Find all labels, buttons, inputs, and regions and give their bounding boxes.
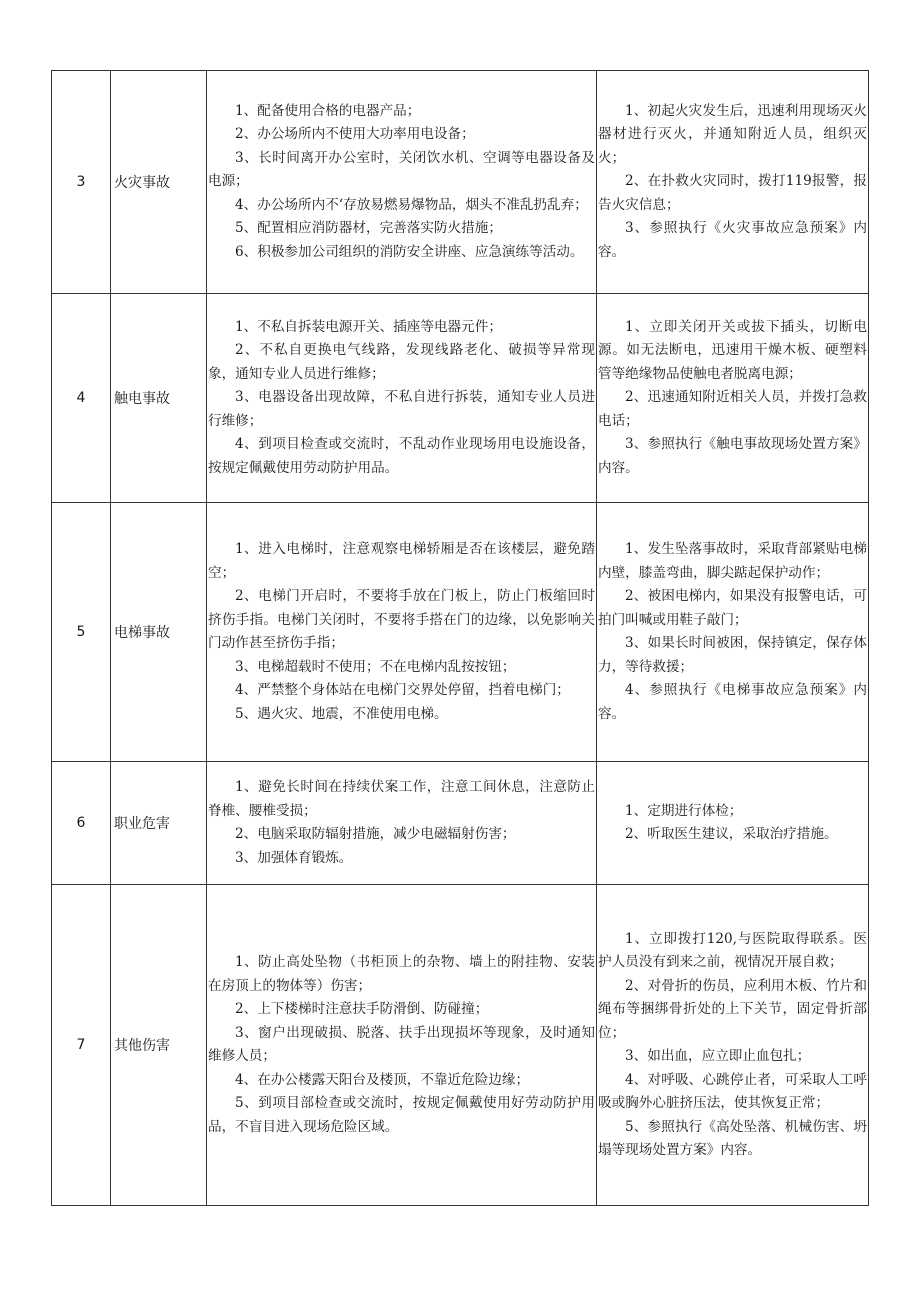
prevention-item: 6、积极参加公司组织的消防安全讲座、应急演练等活动。 <box>235 243 584 260</box>
prevention-item: 1、配备使用合格的电器产品； <box>235 102 421 119</box>
response-item: 2、在扑救火灾同时，拨打119报警，报告火灾信息； <box>598 173 867 213</box>
prevention-item: 4、到项目检查或交流时，不乱动作业现场用电设施设备，按规定佩戴使用劳动防护用品。 <box>208 436 595 476</box>
response-item: 2、迅速通知附近相关人员，并拨打急救电话； <box>598 389 867 429</box>
response-item: 3、参照执行《火灾事故应急预案》内容。 <box>598 220 867 260</box>
table-row <box>52 762 869 885</box>
response-item: 1、定期进行体检； <box>625 802 743 819</box>
prevention-item: 5、配置相应消防器材，完善落实防火措施； <box>235 220 502 237</box>
response-item: 1、初起火灾发生后，迅速利用现场灭火器材进行灭火，并通知附近人员，组织灭火； <box>598 102 867 166</box>
response-item: 1、发生坠落事故时，采取背部紧贴电梯内壁，膝盖弯曲，脚尖踮起保护动作； <box>598 541 867 581</box>
response-item: 3、参照执行《触电事故现场处置方案》内容。 <box>598 436 867 476</box>
prevention-item: 5、遇火灾、地震，不准使用电梯。 <box>235 705 448 722</box>
response-item: 1、立即关闭开关或拔下插头，切断电源。如无法断电，迅速用干燥木板、硬塑料管等绝缘物品使触电者脱离电源； <box>598 318 867 382</box>
prevention-item: 3、电器设备出现故障，不私自进行拆装，通知专业人员进行维修； <box>208 389 595 429</box>
prevention-measures <box>207 294 597 503</box>
row-number: 4 <box>52 294 111 503</box>
prevention-measures <box>207 71 597 294</box>
row-number: 5 <box>52 503 111 762</box>
row-number: 7 <box>52 885 111 1206</box>
hazard-type: 职业危害 <box>111 762 207 885</box>
prevention-item: 1、避免长时间在持续伏案工作，注意工间休息，注意防止脊椎、腰椎受损； <box>208 779 595 819</box>
prevention-measures <box>207 762 597 885</box>
prevention-measures <box>207 885 597 1206</box>
prevention-item: 2、电脑采取防辐射措施，减少电磁辐射伤害； <box>235 826 516 842</box>
emergency-response <box>597 503 869 762</box>
prevention-item: 4、严禁整个身体站在电梯门交界处停留，挡着电梯门； <box>235 682 570 698</box>
prevention-item: 3、窗户出现破损、脱落、扶手出现损坏等现象，及时通知维修人员； <box>208 1024 595 1064</box>
emergency-response <box>597 762 869 885</box>
response-item: 2、被困电梯内，如果没有报警电话，可拍门叫喊或用鞋子敲门； <box>598 588 867 628</box>
response-item: 3、如出血，应立即止血包扎； <box>625 1048 811 1064</box>
response-item: 1、立即拨打120,与医院取得联系。医护人员没有到来之前，视情况开展自救； <box>598 930 867 970</box>
response-item: 4、参照执行《电梯事故应急预案》内容。 <box>598 682 867 722</box>
response-item: 2、听取医生建议，采取治疗措施。 <box>625 826 838 842</box>
prevention-item: 5、到项目部检查或交流时，按规定佩戴使用好劳动防护用品，不盲目进入现场危险区域。 <box>208 1095 595 1135</box>
table-row <box>52 294 869 503</box>
response-item: 3、如果长时间被困，保持镇定，保存体力，等待救援； <box>598 635 867 675</box>
prevention-item: 2、办公场所内不使用大功率用电设备； <box>235 126 475 143</box>
table-row <box>52 71 869 294</box>
prevention-item: 1、进入电梯时，注意观察电梯轿厢是否在该楼层，避免踏空； <box>208 541 595 581</box>
prevention-item: 1、不私自拆装电源开关、插座等电器元件； <box>235 318 502 335</box>
prevention-item: 1、防止高处坠物（书柜顶上的杂物、墙上的附挂物、安装在房顶上的物体等）伤害； <box>208 954 595 994</box>
response-item: 4、对呼吸、心跳停止者，可采取人工呼吸或胸外心脏挤压法，使其恢复正常； <box>598 1071 867 1111</box>
table-row <box>52 885 869 1206</box>
prevention-item: 3、加强体育锻炼。 <box>235 849 353 866</box>
table-row <box>52 503 869 762</box>
prevention-item: 3、长时间离开办公室时，关闭饮水机、空调等电器设备及电源； <box>208 149 595 190</box>
prevention-item: 4、办公场所内不‘存放易燃易爆物品，烟头不准乱扔乱弃； <box>235 196 588 213</box>
prevention-item: 4、在办公楼露天阳台及楼顶，不靠近危险边缘； <box>235 1071 530 1088</box>
hazard-type: 触电事故 <box>111 294 207 503</box>
prevention-item: 3、电梯超载时不使用；不在电梯内乱按按钮； <box>235 658 516 675</box>
prevention-item: 2、电梯门开启时，不要将手放在门板上，防止门板缩回时挤伤手指。电梯门关闭时，不要将手搭在门的边缘，以免影响关门动作甚至挤伤手指； <box>208 588 595 651</box>
emergency-response <box>597 885 869 1206</box>
hazard-type: 其他伤害 <box>111 885 207 1206</box>
emergency-response <box>597 294 869 503</box>
safety-measures-table <box>51 70 869 1206</box>
response-item: 5、参照执行《高处坠落、机械伤害、坍塌等现场处置方案》内容。 <box>598 1118 867 1158</box>
emergency-response <box>597 71 869 294</box>
response-item: 2、对骨折的伤员，应利用木板、竹片和绳布等捆绑骨折处的上下关节，固定骨折部位； <box>598 977 867 1041</box>
prevention-item: 2、上下楼梯时注意扶手防滑倒、防碰撞； <box>235 1001 489 1017</box>
prevention-measures <box>207 503 597 762</box>
hazard-type: 电梯事故 <box>111 503 207 762</box>
prevention-item: 2、不私自更换电气线路，发现线路老化、破损等异常现象，通知专业人员进行维修； <box>208 342 595 382</box>
row-number: 6 <box>52 762 111 885</box>
hazard-type: 火灾事故 <box>111 71 207 294</box>
row-number: 3 <box>52 71 111 294</box>
